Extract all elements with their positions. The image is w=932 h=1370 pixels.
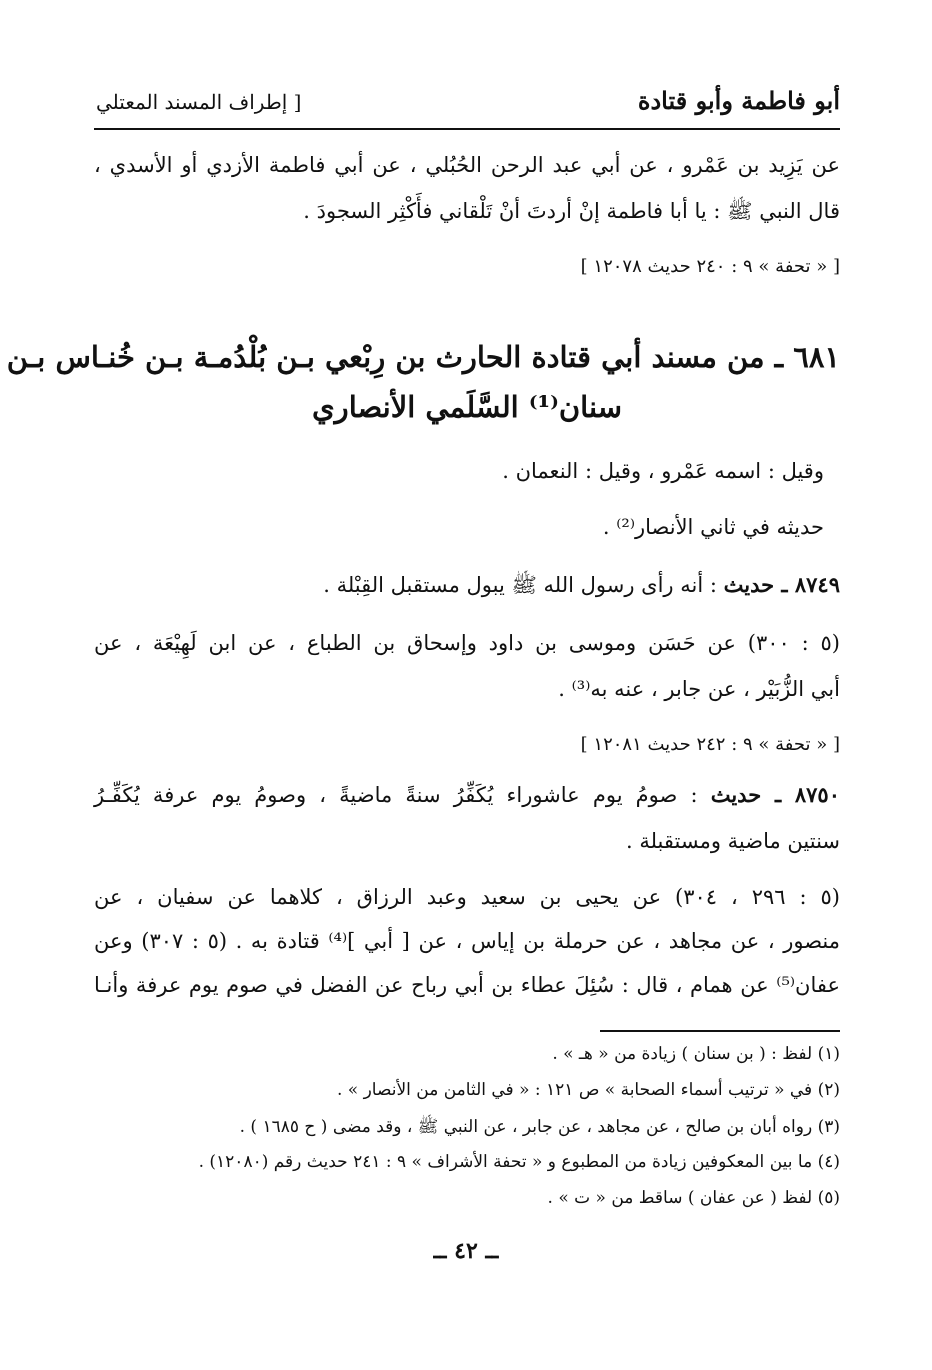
footnote: (٥) لفظ ( عن عفان ) ساقط من « ت » . — [547, 1188, 840, 1208]
isnad-line: أبي الزُّبَيْر ، عن جابر ، عنه به⁽³⁾ . — [558, 677, 840, 701]
section-title: سنان⁽¹⁾ السَّلَمي الأنصاري — [311, 390, 623, 424]
running-header-title: أبو فاطمة وأبو قتادة — [637, 86, 840, 115]
isnad-line: عفان⁽⁵⁾ عن همام ، قال : سُئِلَ عطاء بن أبي رباح عن الفضل في صوم يوم عرفة وأنـا — [94, 973, 841, 997]
hadith-text: : صومُ يوم عاشوراء يُكَفِّرُ سنةً ماضيةً ، وصومُ يوم عرفة يُكَفِّـرُ — [94, 783, 698, 807]
name-note: وقيل : اسمه عَمْرو ، وقيل : النعمان . — [502, 459, 824, 483]
isnad-line: (٥ : ٣٠٠) عن حَسَن وموسى بن داود وإسحاق بن الطباع ، عن ابن لَهِيْعَة ، عن — [94, 631, 840, 655]
footnote: (٣) رواه أبان بن صالح ، عن مجاهد ، عن جابر ، عن النبي ﷺ ، وقد مضى ( ح ١٦٨٥ ) . — [239, 1117, 840, 1137]
location-note: حديثه في ثاني الأنصار⁽²⁾ . — [602, 515, 824, 539]
intro-line: عن يَزِيد بن عَمْرو ، عن أبي عبد الرحن الحُبُلي ، عن أبي فاطمة الأزدي أو الأسدي ، — [94, 153, 840, 177]
running-header-book: [ إطراف المسند المعتلي — [96, 90, 302, 114]
footnote: (١) لفظ : ( بن سنان ) زيادة من « هـ » . — [552, 1044, 840, 1064]
footnote: (٤) ما بين المعكوفين زيادة من المطبوع و « تحفة الأشراف » ٩ : ٢٤١ حديث رقم (١٢٠٨٠) . — [198, 1152, 840, 1172]
page-number: ــ ٤٢ ــ — [433, 1238, 499, 1264]
tuhfa-reference: [ « تحفة » ٩ : ٢٤٢ حديث ١٢٠٨١ ] — [580, 734, 840, 755]
hadith-text: : أنه رأى رسول الله ﷺ يبول مستقبل القِبْلة . — [323, 573, 717, 597]
footnote-divider — [600, 1030, 840, 1032]
isnad-line: (٥ : ٢٩٦ ، ٣٠٤) عن يحيى بن سعيد وعبد الرزاق ، كلاهما عن سفيان ، عن — [94, 885, 840, 909]
hadith-text: سنتين ماضية ومستقبلة . — [626, 829, 840, 853]
footnote: (٢) في « ترتيب أسماء الصحابة » ص ١٢١ : « في الثامن من الأنصار » . — [336, 1080, 840, 1100]
intro-line: قال النبي ﷺ : يا أبا فاطمة إنْ أردتَ أنْ تَلْقاني فأَكْثِر السجودَ . — [303, 199, 840, 223]
hadith-number: ٨٧٤٩ ـ حديث — [723, 572, 840, 597]
section-title: ٦٨١ ـ من مسند أبي قتادة الحارث بن رِبْعي بـن بُلْدُمـة بـن خُنـاس بـن — [6, 340, 840, 374]
header-divider — [94, 128, 840, 130]
tuhfa-reference: [ « تحفة » ٩ : ٢٤٠ حديث ١٢٠٧٨ ] — [580, 256, 840, 277]
hadith-number: ٨٧٥٠ ـ حديث — [710, 782, 840, 807]
hadith-8750 — [94, 780, 840, 810]
hadith-8749 — [94, 570, 840, 600]
isnad-line: منصور ، عن مجاهد ، عن حرملة بن إياس ، عن [ أبي ]⁽⁴⁾ قتادة به . (٥ : ٣٠٧) وعن — [94, 929, 840, 953]
